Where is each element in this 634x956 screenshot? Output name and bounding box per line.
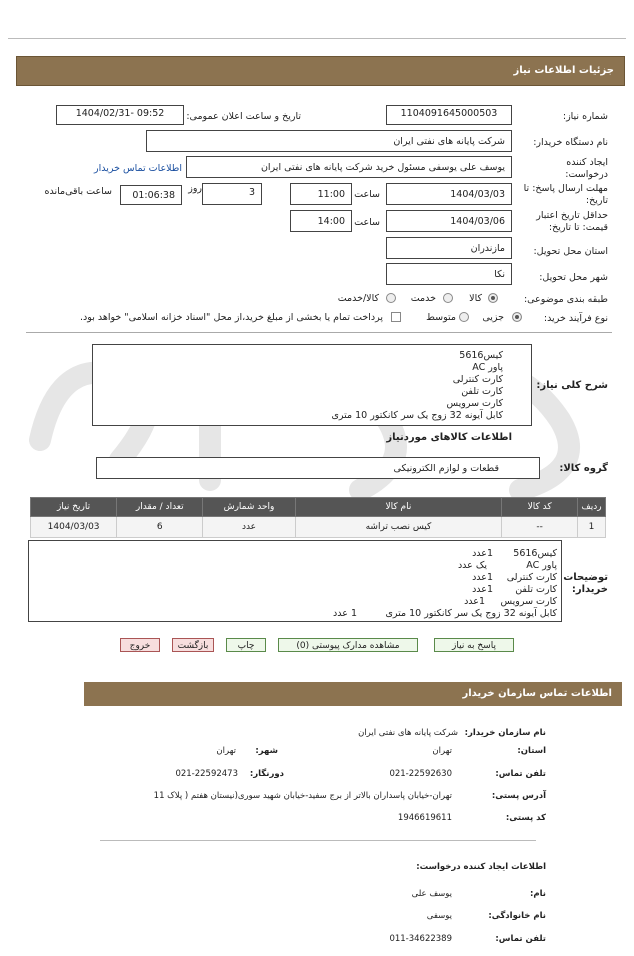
col-date: تاریخ نیاز <box>31 498 117 517</box>
validity-label-1: حداقل تاریخ اعتبار <box>536 210 608 221</box>
summary-line: کارت سرویس <box>446 398 503 409</box>
creator-last-name-label: نام خانوادگی: <box>488 911 546 921</box>
payment-treasury-checkbox[interactable] <box>391 312 401 322</box>
city-field: نکا <box>386 263 512 285</box>
creator-last-name-value: یوسفی <box>426 911 452 921</box>
contact-phone-label: تلفن تماس: <box>495 769 546 779</box>
creator-field: یوسف علی یوسفی مسئول خرید شرکت پایانه های نفتی ایران <box>186 156 512 178</box>
page-title: جزئیات اطلاعات نیاز <box>513 65 614 76</box>
contact-divider <box>100 840 536 841</box>
top-divider <box>8 38 626 39</box>
cell-qty: 6 <box>117 517 203 538</box>
creator-phone-value: 011-34622389 <box>389 934 452 944</box>
note-qty: یک عدد <box>457 560 487 571</box>
reply-deadline-label-2: تاریخ: <box>585 195 608 206</box>
reply-time-field: 11:00 <box>290 183 352 205</box>
process-label: نوع فرآیند خرید: <box>543 313 608 324</box>
creator-first-name-value: یوسف علی <box>411 889 452 899</box>
contact-section-header <box>84 682 622 706</box>
buyer-notes-box <box>28 540 562 622</box>
reply-time-label: ساعت <box>354 189 380 200</box>
creator-info-title: اطلاعات ایجاد کننده درخواست: <box>416 862 546 872</box>
contact-phone-value: 021-22592630 <box>389 769 452 779</box>
validity-label-2: قیمت: تا تاریخ: <box>548 222 608 233</box>
province-label: استان محل تحویل: <box>533 246 608 257</box>
col-name: نام کالا <box>295 498 502 517</box>
buyer-notes-label-2: خریدار: <box>571 584 608 595</box>
note-qty: 1عدد <box>472 572 493 583</box>
days-label: روز <box>188 183 202 194</box>
col-row: ردیف <box>577 498 605 517</box>
note-item: کارت کنترلی <box>506 572 557 583</box>
note-qty: 1عدد <box>472 548 493 559</box>
validity-time-label: ساعت <box>354 217 380 228</box>
contact-postal-value: 1946619611 <box>397 813 452 823</box>
category-service-label: خدمت <box>410 293 436 304</box>
goods-group-field: قطعات و لوازم الکترونیکی <box>96 457 540 479</box>
contact-address-label: آدرس پستی: <box>491 791 546 801</box>
attachments-button[interactable]: مشاهده مدارک پیوستی (0) <box>278 638 418 652</box>
table-row <box>31 517 606 538</box>
summary-box <box>92 344 532 426</box>
city-label: شهر محل تحویل: <box>539 272 608 283</box>
note-qty: 1 عدد <box>333 608 357 619</box>
summary-line: پاور AC <box>472 362 503 373</box>
creator-phone-label: تلفن تماس: <box>495 934 546 944</box>
need-number-label: شماره نیاز: <box>562 111 608 122</box>
note-qty: 1عدد <box>464 596 485 607</box>
cell-unit: عدد <box>203 517 295 538</box>
province-field: مازندران <box>386 237 512 259</box>
print-button[interactable]: چاپ <box>226 638 266 652</box>
payment-note: پرداخت تمام یا بخشی از مبلغ خرید،از محل "اسناد خزانه اسلامی" خواهد بود. <box>80 312 383 323</box>
process-medium-label: متوسط <box>426 312 456 323</box>
category-service-radio[interactable] <box>443 293 453 303</box>
creator-label-1: ایجاد کننده <box>566 157 608 168</box>
reply-date-field: 1404/03/03 <box>386 183 512 205</box>
goods-info-title: اطلاعات کالاهای موردنیاز <box>386 432 512 443</box>
validity-time-field: 14:00 <box>290 210 352 232</box>
contact-address-value: تهران-خیابان پاسداران بالاتر از برج سفید-خیابان شهید سوری(نیستان هفتم ( پلاک 11 <box>153 791 452 801</box>
cell-row: 1 <box>577 517 605 538</box>
buyer-notes-label-1: توضیحات <box>563 572 608 583</box>
process-minor-radio[interactable] <box>512 312 522 322</box>
summary-line: کارت تلفن <box>461 386 503 397</box>
contact-section-title: اطلاعات تماس سازمان خریدار <box>462 688 612 699</box>
contact-fax-value: 021-22592473 <box>175 769 238 779</box>
creator-first-name-label: نام: <box>529 889 546 899</box>
note-item: پاور AC <box>526 560 557 571</box>
summary-line: کیس5616 <box>459 350 503 361</box>
contact-city-label: شهر: <box>255 746 278 756</box>
note-item: کارت سرویس <box>500 596 557 607</box>
days-field: 3 <box>202 183 262 205</box>
contact-postal-label: کد پستی: <box>505 813 546 823</box>
section-divider <box>26 332 612 333</box>
process-minor-label: جزیی <box>482 312 504 323</box>
note-qty: 1عدد <box>472 584 493 595</box>
page-header <box>16 56 625 86</box>
creator-label-2: درخواست: <box>565 169 608 180</box>
contact-fax-label: دورنگار: <box>249 769 284 779</box>
items-table <box>30 497 606 538</box>
buyer-org-field: شرکت پایانه های نفتی ایران <box>146 130 512 152</box>
reply-button[interactable]: پاسخ به نیاز <box>434 638 514 652</box>
remaining-time-field: 01:06:38 <box>120 185 182 205</box>
announce-field: 1404/02/31- 09:52 <box>56 105 184 125</box>
goods-group-label: گروه کالا: <box>559 463 608 474</box>
category-label: طبقه بندی موضوعی: <box>523 294 608 305</box>
col-unit: واحد شمارش <box>203 498 295 517</box>
summary-line: کابل آیونه 32 زوج یک سر کانکتور 10 متری <box>331 410 503 421</box>
cell-name: کیس نصب تراشه <box>295 517 502 538</box>
remaining-time-label: ساعت باقی‌مانده <box>44 186 112 197</box>
category-goods-service-radio[interactable] <box>386 293 396 303</box>
summary-line: کارت کنترلی <box>452 374 503 385</box>
cell-code: -- <box>502 517 578 538</box>
process-medium-radio[interactable] <box>459 312 469 322</box>
contact-info-link[interactable]: اطلاعات تماس خریدار <box>93 163 182 174</box>
validity-date-field: 1404/03/06 <box>386 210 512 232</box>
contact-province-label: استان: <box>517 746 546 756</box>
exit-button[interactable]: خروج <box>120 638 160 652</box>
buyer-org-label: نام دستگاه خریدار: <box>533 137 608 148</box>
contact-org-value: شرکت پایانه های نفتی ایران <box>358 728 458 738</box>
need-number-field: 1104091645000503 <box>386 105 512 125</box>
table-header-row <box>31 498 606 517</box>
col-code: کد کالا <box>502 498 578 517</box>
contact-org-label: نام سازمان خریدار: <box>464 728 546 738</box>
cell-date: 1404/03/03 <box>31 517 117 538</box>
note-item: کابل آیونه 32 زوج یک سر کانکتور 10 متری <box>385 608 557 619</box>
category-goods-radio[interactable] <box>488 293 498 303</box>
category-goods-service-label: کالا/خدمت <box>337 293 379 304</box>
note-item: کارت تلفن <box>515 584 557 595</box>
back-button[interactable]: بازگشت <box>172 638 214 652</box>
reply-deadline-label-1: مهلت ارسال پاسخ: تا <box>523 183 608 194</box>
summary-label: شرح کلی نیاز: <box>536 380 608 391</box>
note-item: کیس5616 <box>513 548 557 559</box>
contact-province-value: تهران <box>432 746 452 756</box>
contact-city-value: تهران <box>216 746 236 756</box>
announce-label: تاریخ و ساعت اعلان عمومی: <box>186 111 301 122</box>
category-goods-label: کالا <box>469 293 482 304</box>
col-qty: تعداد / مقدار <box>117 498 203 517</box>
